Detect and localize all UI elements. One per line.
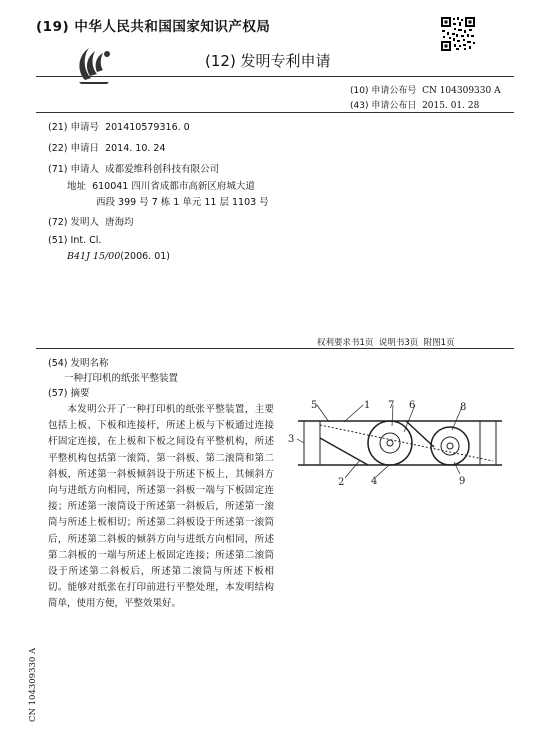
bib-divider [36, 112, 514, 113]
label-1: 1 [364, 400, 371, 411]
application-number: (21) 申请号 201410579316. 0 [48, 122, 190, 133]
abstract-drawing [284, 398, 514, 493]
label-5: 5 [311, 400, 318, 411]
label-9: 9 [459, 476, 466, 487]
counts-divider [36, 348, 514, 349]
header-divider [36, 76, 514, 77]
label-8: 8 [460, 402, 467, 413]
int-cl-label: (51) Int. Cl. [48, 235, 102, 246]
second-roller-shaft [447, 443, 453, 449]
national-emblem-icon [71, 42, 121, 86]
leader-line [376, 465, 389, 477]
title-label: (54) 发明名称 [48, 358, 109, 369]
first-roller [368, 421, 412, 465]
inventor: (72) 发明人 唐海均 [48, 217, 134, 228]
office-name: (19) 中华人民共和国国家知识产权局 [36, 19, 271, 35]
int-cl-value: B41J 15/00(2006. 01) [67, 251, 170, 262]
label-2: 2 [338, 477, 345, 488]
document-type: (12) 发明专利申请 [205, 52, 331, 70]
applicant: (71) 申请人 成都爱维科创科技有限公司 [48, 164, 220, 175]
publication-number: (10) 申请公布号 CN 104309330 A [350, 86, 501, 96]
side-publication-number: CN 104309330 A [28, 647, 38, 722]
label-4: 4 [371, 476, 378, 487]
first-roller-hub [380, 433, 400, 453]
publication-date: (43) 申请公布日 2015. 01. 28 [350, 101, 480, 111]
label-7: 7 [388, 400, 395, 411]
label-3: 3 [288, 434, 295, 445]
qr-code-icon [440, 16, 476, 52]
leader-line [344, 405, 363, 422]
leader-line [297, 439, 304, 443]
invention-title: 一种打印机的纸张平整装置 [64, 373, 179, 384]
abstract-label: (57) 摘要 [48, 388, 90, 399]
first-roller-shaft [387, 440, 393, 446]
second-roller [431, 427, 469, 465]
application-date: (22) 申请日 2014. 10. 24 [48, 143, 166, 154]
leader-line [345, 460, 360, 478]
page-counts: 权利要求书1页 说明书3页 附图1页 [317, 338, 455, 348]
first-inclined-plate [320, 438, 368, 465]
leader-line [317, 405, 329, 422]
label-6: 6 [409, 400, 416, 411]
address-line-2: 西段 399 号 7 栋 1 单元 11 层 1103 号 [96, 197, 269, 208]
abstract-text: 本发明公开了一种打印机的纸张平整装置，主要包括上板、下板和连接杆，所述上板与下板通过连接杆固定连接，在上板和下板之间设有平整机构，所述平整机构包括第一滚筒、第一斜板、第二滚筒和第二斜板，所述第一斜板倾斜设于所述下板上，其倾斜方向与进纸方向相同，所述第一斜板一端与下板固定连接；所述第一滚筒设于所述第一斜板后，所述第一滚筒与所述上板相切；所述第二斜板设于所述第一滚筒后，所述第二斜板的倾斜方向与进纸方向相同，所述第二斜板的一端与所述上板固定连接；所述第二滚筒设于所述第二斜板后，所述第二滚筒与所述下板相切。能够对纸张在打印前进行平整处理，本发明结构简单，使用方便，平整效果好。 [48, 404, 274, 610]
address: 地址 610041 四川省成都市高新区府城大道 [67, 181, 255, 192]
